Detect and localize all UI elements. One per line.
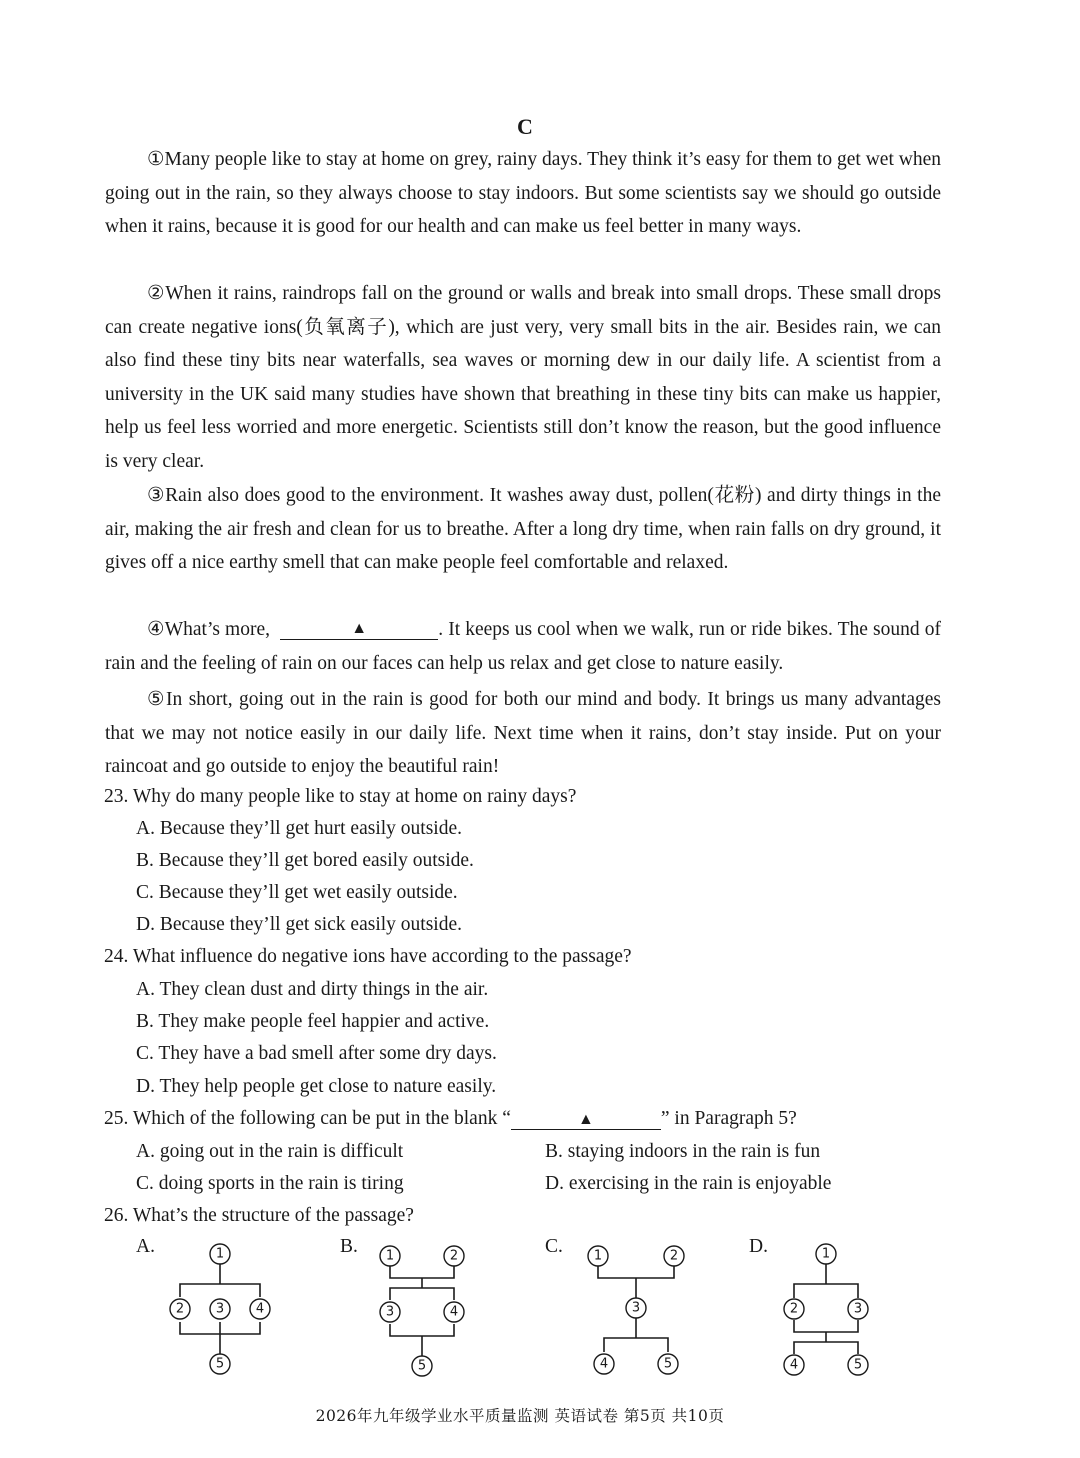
svg-text:4: 4 <box>255 1301 265 1317</box>
paragraph-5: ⑤In short, going out in the rain is good for both our mind and body. It brings us many advantages that we may not notice easily in our daily life. Next time when it rains, don’t stay inside. Put on your raincoat and go outside to enjoy the beautiful rain! <box>105 689 941 777</box>
question-26-stem: 26. What’s the structure of the passage? <box>104 1205 414 1226</box>
svg-text:3: 3 <box>385 1304 395 1320</box>
diagram-d-node-2 <box>784 1299 804 1319</box>
diagram-c-bracket-bottom <box>604 1338 668 1352</box>
q25-stem-start: 25. Which of the following can be put in the blank “ <box>104 1108 511 1129</box>
diagram-b-node-2 <box>444 1246 464 1266</box>
diagram-b-bracket-top <box>390 1266 454 1278</box>
answer-blank <box>280 618 438 640</box>
blank-triangle-icon: ▲ <box>351 620 368 637</box>
q25-option-c: C. doing sports in the rain is tiring <box>136 1173 404 1194</box>
paragraph-1: ①Many people like to stay at home on grey, rainy days. They think it’s easy for them to get wet when going out in the rain, so they always choose to stay indoors. But some scientists say we should go outside when it rains, because it is good for our health and can make us feel better in many ways. <box>105 149 941 237</box>
page-footer: 2026年九年级学业水平质量监测 英语试卷 第5页 共10页 <box>315 1407 725 1425</box>
svg-text:2: 2 <box>175 1301 185 1317</box>
svg-text:1: 1 <box>821 1246 831 1262</box>
diagram-d-node-5 <box>848 1355 868 1375</box>
diagram-c-node-4 <box>594 1354 614 1374</box>
q25-option-d: D. exercising in the rain is enjoyable <box>545 1173 832 1194</box>
diagram-d-node-4 <box>784 1355 804 1375</box>
diagram-c-node-3 <box>626 1298 646 1318</box>
svg-text:1: 1 <box>593 1248 603 1264</box>
section-title: C <box>517 114 533 139</box>
diagram-c-node-5 <box>658 1354 678 1374</box>
structure-diagram-a <box>160 1238 290 1383</box>
diagram-c-node-1 <box>588 1246 608 1266</box>
paragraph-4-end: . It keeps us cool when we walk, run or ride bikes. The sound of rain and the feeling of rain on our faces can help us relax and get close to nature easily. <box>105 619 941 674</box>
q26-option-a-label: A. <box>136 1236 155 1257</box>
q23-option-c: C. Because they’ll get wet easily outside. <box>136 882 458 903</box>
q25-blank <box>511 1110 661 1130</box>
diagram-a-node-2 <box>170 1299 190 1319</box>
diagram-b-node-5 <box>412 1356 432 1376</box>
paragraph-4-start: ④What’s more, <box>147 619 270 640</box>
q23-option-a: A. Because they’ll get hurt easily outside. <box>136 818 462 839</box>
q24-option-a: A. They clean dust and dirty things in the air. <box>136 979 489 1000</box>
svg-text:2: 2 <box>789 1301 799 1317</box>
q26-option-b-label: B. <box>340 1236 358 1257</box>
diagram-d-node-3 <box>848 1299 868 1319</box>
diagram-b-node-4 <box>444 1302 464 1322</box>
q26-option-d-label: D. <box>749 1236 768 1257</box>
structure-diagram-c <box>578 1238 693 1383</box>
q23-option-b: B. Because they’ll get bored easily outside. <box>136 850 474 871</box>
diagram-a-bracket-top <box>180 1284 260 1297</box>
question-23-stem: 23. Why do many people like to stay at home on rainy days? <box>104 786 577 807</box>
diagram-d-node-1 <box>816 1244 836 1264</box>
svg-text:3: 3 <box>853 1301 863 1317</box>
paragraph-4 <box>105 613 941 680</box>
diagram-a-node-3 <box>210 1299 230 1319</box>
paragraph-3: ③Rain also does good to the environment. It washes away dust, pollen(花粉) and dirty things in the air, making the air fresh and clean for us to breathe. After a long dry time, when rain falls on dry ground, it gives off a nice earthy smell that can make people feel comfortable and relaxed. <box>105 485 941 573</box>
diagram-b-node-1 <box>380 1246 400 1266</box>
diagram-d-bracket-bottom <box>794 1342 858 1354</box>
diagram-d-bracket-top <box>794 1284 858 1298</box>
q25-triangle-icon: ▲ <box>577 1111 594 1128</box>
svg-text:2: 2 <box>669 1248 679 1264</box>
diagram-b-node-3 <box>380 1302 400 1322</box>
question-24-stem: 24. What influence do negative ions have according to the passage? <box>104 946 632 967</box>
svg-text:4: 4 <box>449 1304 459 1320</box>
question-25-stem <box>104 1108 797 1130</box>
svg-text:4: 4 <box>789 1357 799 1373</box>
structure-diagram-b <box>370 1238 480 1383</box>
q25-stem-end: ” in Paragraph 5? <box>660 1108 797 1129</box>
q24-option-d: D. They help people get close to nature easily. <box>136 1076 497 1097</box>
diagram-a-node-1 <box>210 1244 230 1264</box>
svg-text:1: 1 <box>385 1248 395 1264</box>
q24-option-b: B. They make people feel happier and active. <box>136 1011 490 1032</box>
structure-diagram-d <box>776 1238 886 1383</box>
svg-text:2: 2 <box>449 1248 459 1264</box>
diagram-b-bracket-mid <box>390 1288 454 1300</box>
svg-text:3: 3 <box>631 1300 641 1316</box>
q24-option-c: C. They have a bad smell after some dry days. <box>136 1043 497 1064</box>
q25-option-b: B. staying indoors in the rain is fun <box>545 1141 821 1162</box>
svg-text:3: 3 <box>215 1301 225 1317</box>
svg-text:5: 5 <box>853 1357 863 1373</box>
diagram-a-node-4 <box>250 1299 270 1319</box>
diagram-d-bracket-mid <box>794 1320 858 1332</box>
diagram-c-bracket-top <box>598 1266 674 1278</box>
diagram-b-bracket-bottom <box>390 1324 454 1336</box>
svg-text:5: 5 <box>663 1356 673 1372</box>
q23-option-d: D. Because they’ll get sick easily outside. <box>136 914 462 935</box>
q26-option-c-label: C. <box>545 1236 563 1257</box>
diagram-a-node-5 <box>210 1354 230 1374</box>
q25-option-a: A. going out in the rain is difficult <box>136 1141 404 1162</box>
svg-text:1: 1 <box>215 1246 225 1262</box>
svg-text:5: 5 <box>417 1358 427 1374</box>
paragraph-2: ②When it rains, raindrops fall on the ground or walls and break into small drops. These small drops can create negative ions(负氧离子), which are just very, very small bits in the air. Besides rain, we can also find these tiny bits near waterfalls, sea waves or morning dew in our daily life. A scientist from a university in the UK said many studies have shown that breathing in these tiny bits can make us happier, help us feel less worried and more energetic. Scientists still don’t know the reason, but the good influence is very clear. <box>105 283 941 472</box>
svg-text:4: 4 <box>599 1356 609 1372</box>
svg-text:5: 5 <box>215 1356 225 1372</box>
diagram-c-node-2 <box>664 1246 684 1266</box>
